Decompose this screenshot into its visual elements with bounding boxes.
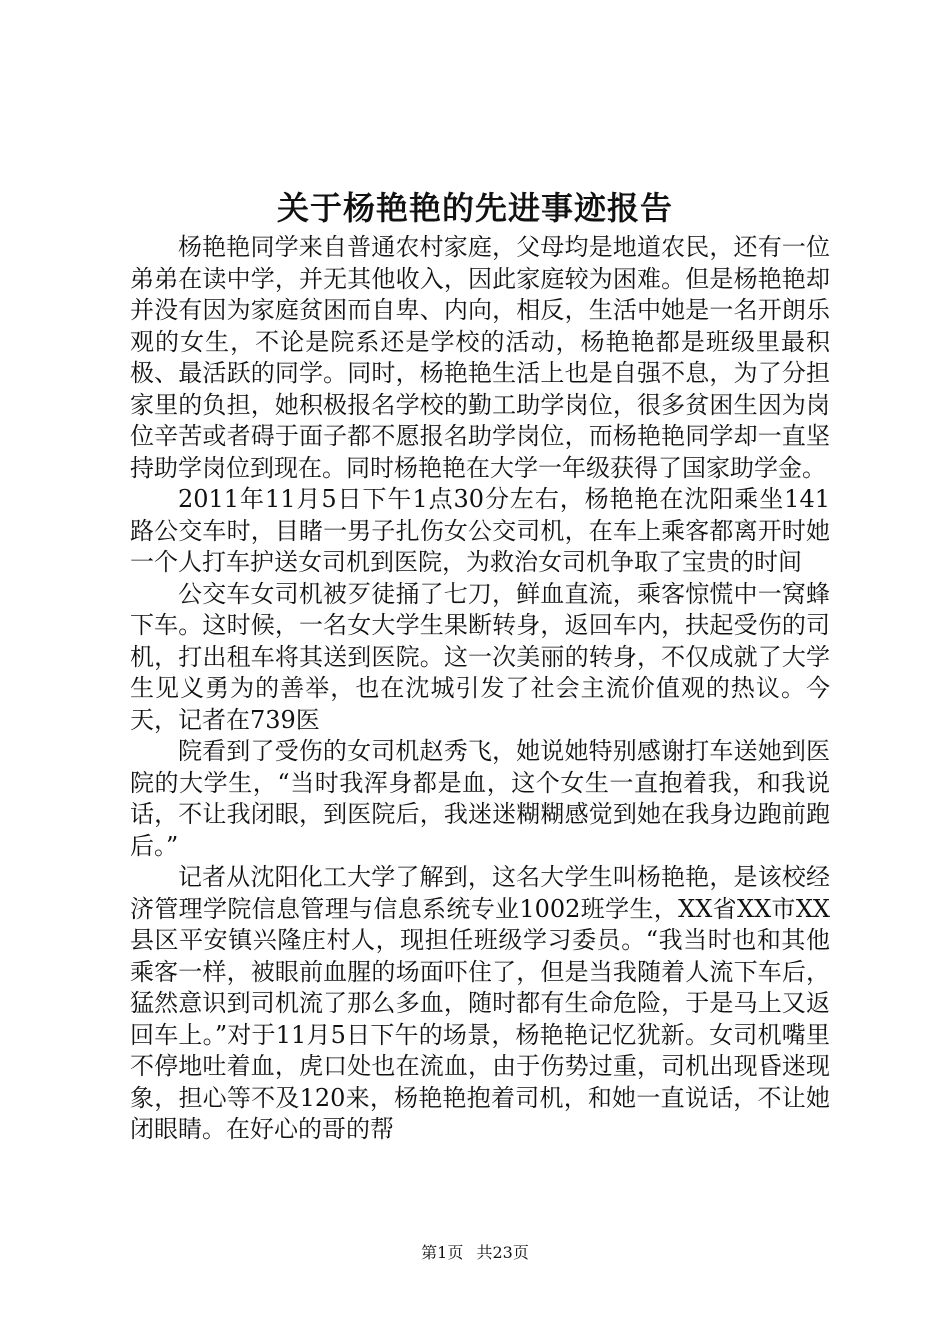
paragraph-incident-summary: 2011年11月5日下午1点30分左右，杨艳艳在沈阳乘坐141路公交车时，目睹一男子扎伤女公交司机，在车上乘客都离开时她一个人打车护送女司机到医院，为救治女司机争取了宝贵的时间 — [130, 485, 830, 576]
paragraph-driver-account: 院看到了受伤的女司机赵秀飞，她说她特别感谢打车送她到医院的大学生，“当时我浑身都是血，这个女生一直抱着我，和我说话，不让我闭眼，到医院后，我迷迷糊糊感觉到她在我身边跑前跑后。” — [130, 737, 830, 860]
page-number: 第1页 — [421, 1243, 464, 1262]
page-total: 共23页 — [476, 1243, 529, 1262]
page-footer — [0, 1242, 950, 1264]
paragraph-reporter-interview: 记者从沈阳化工大学了解到，这名大学生叫杨艳艳，是该校经济管理学院信息管理与信息系统专业1002班学生，XX省XX市XX县区平安镇兴隆庄村人，现担任班级学习委员。“我当时也和其他乘客一样，被眼前血腥的场面吓住了，但是当我随着人流下车后，猛然意识到司机流了那么多血，随时都有生命危险，于是马上又返回车上。”对于11月5日下午的场景，杨艳艳记忆犹新。女司机嘴里不停地吐着血，虎口处也在流血，由于伤势过重，司机出现昏迷现象，担心等不及120来，杨艳艳抱着司机，和她一直说话，不让她闭眼睛。在好心的哥的帮 — [130, 863, 830, 1143]
document-body — [130, 232, 830, 1146]
document-title: 关于杨艳艳的先进事迹报告 — [276, 189, 673, 227]
paragraph-family-background: 杨艳艳同学来自普通农村家庭，父母均是地道农民，还有一位弟弟在读中学，并无其他收入，因此家庭较为困难。但是杨艳艳却并没有因为家庭贫困而自卑、内向，相反，生活中她是一名开朗乐观的女生，不论是院系还是学校的活动，杨艳艳都是班级里最积极、最活跃的同学。同时，杨艳艳生活上也是自强不息，为了分担家里的负担，她积极报名学校的勤工助学岗位，很多贫困生因为岗位辛苦或者碍于面子都不愿报名助学岗位，而杨艳艳同学却一直坚持助学岗位到现在。同时杨艳艳在大学一年级获得了国家助学金。 — [130, 233, 830, 482]
paragraph-bus-attack: 公交车女司机被歹徒捅了七刀，鲜血直流，乘客惊慌中一窝蜂下车。这时候，一名女大学生果断转身，返回车内，扶起受伤的司机，打出租车将其送到医院。这一次美丽的转身，不仅成就了大学生见义勇为的善举，也在沈城引发了社会主流价值观的热议。今天，记者在739医 — [130, 579, 830, 734]
